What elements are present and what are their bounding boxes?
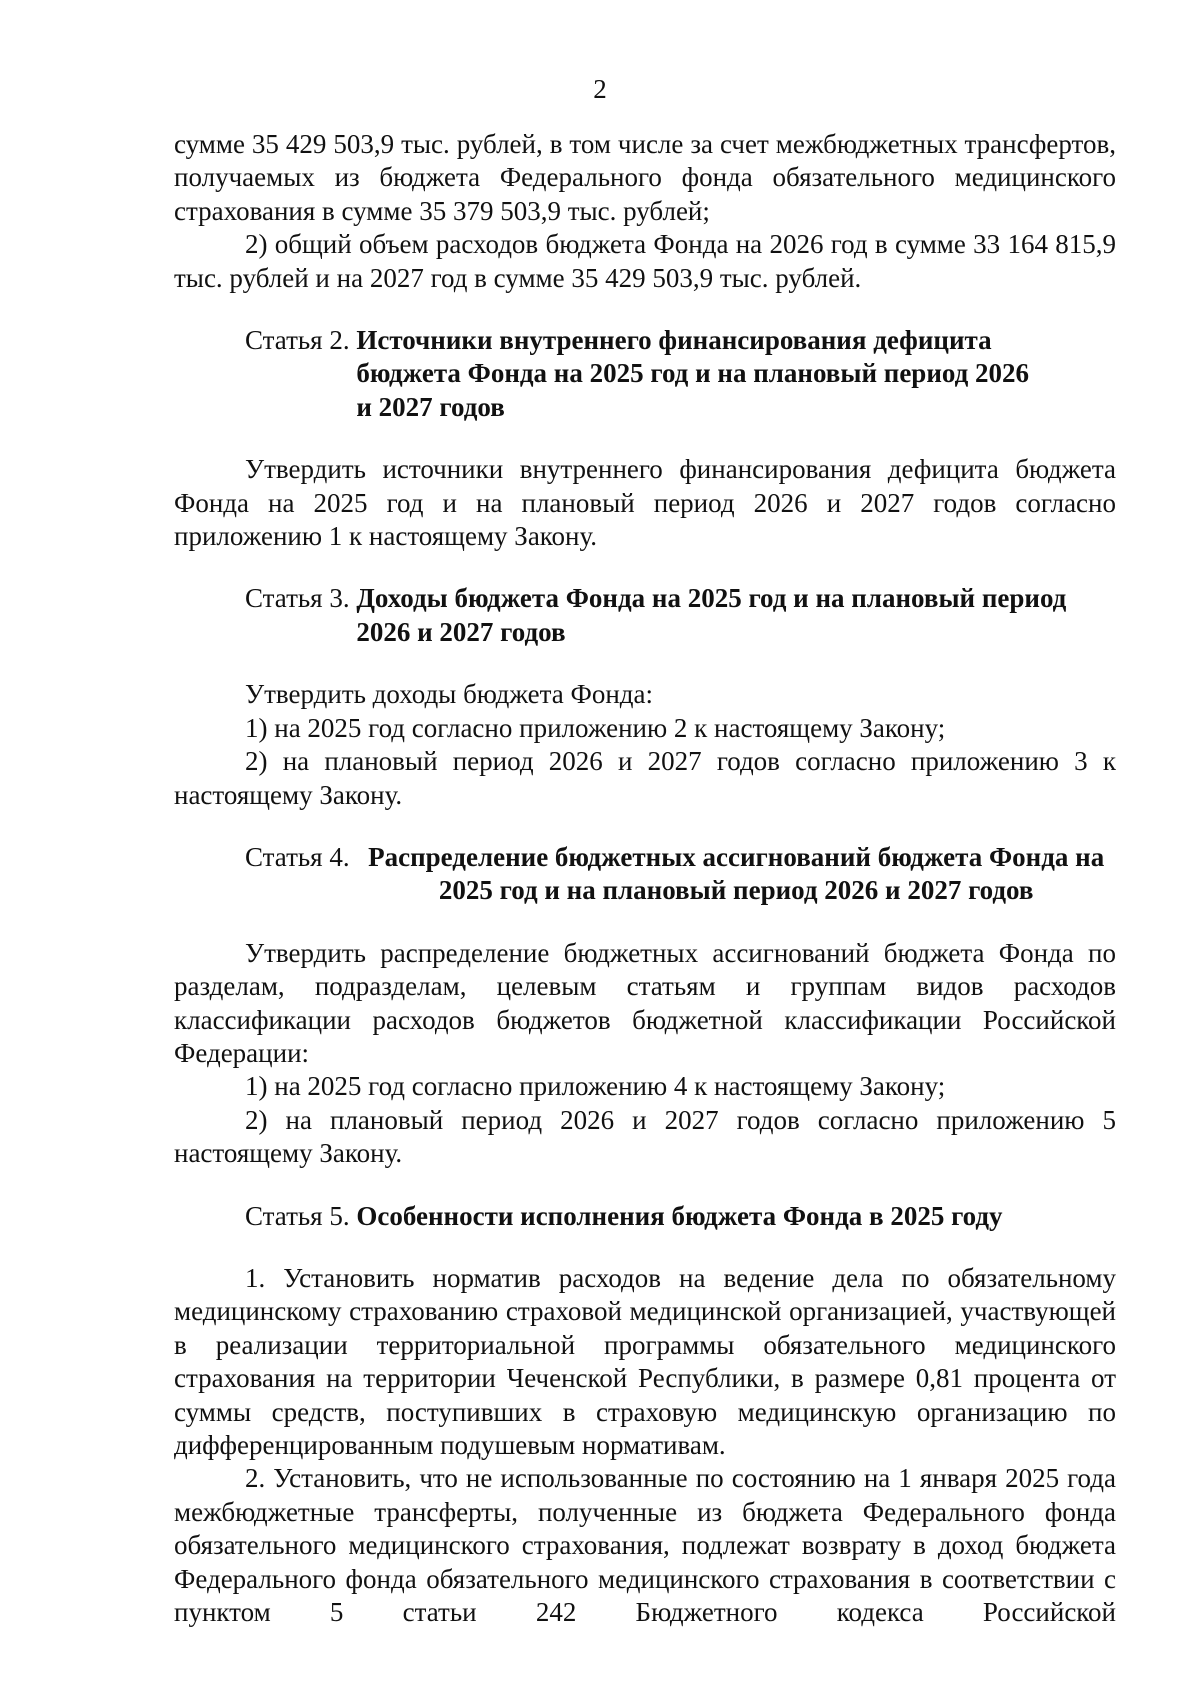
article-3-body-intro: Утвердить доходы бюджета Фонда:: [245, 679, 653, 710]
article-3-heading: [245, 582, 1116, 649]
article-3-body-item-2: 2) на плановый период 2026 и 2027 годов согласно приложению 3 к настоящему Закону.: [174, 746, 1116, 810]
article-4-title: Распределение бюджетных ассигнований бюджета Фонда на 2025 год и на плановый период 2026 и 2027 годов: [368, 841, 1105, 906]
paragraph-continuation: сумме 35 429 503,9 тыс. рублей, в том числе за счет межбюджетных трансфертов, получаемых из бюджета Федерального фонда обязательного медицинского страхования в сумме 35 379 503,9 тыс. рублей;: [174, 129, 1116, 226]
article-3-title: Доходы бюджета Фонда на 2025 год и на плановый период 2026 и 2027 годов: [356, 583, 1067, 647]
paragraph-expenses: 2) общий объем расходов бюджета Фонда на 2026 год в сумме 33 164 815,9 тыс. рублей и на 2027 год в сумме 35 429 503,9 тыс. рублей.: [174, 229, 1116, 293]
document-body: [174, 128, 1116, 1629]
article-4-body-item-1: 1) на 2025 год согласно приложению 4 к настоящему Закону;: [245, 1071, 946, 1102]
article-3-body-item-1: 1) на 2025 год согласно приложению 2 к настоящему Закону;: [245, 712, 946, 743]
article-2-title: Источники внутреннего финансирования дефицита бюджета Фонда на 2025 год и на плановый период 2026 и 2027 годов: [356, 325, 1029, 422]
article-5-label: Статья 5.: [245, 1200, 357, 1231]
article-4-heading: [245, 841, 1116, 908]
article-2-heading: [245, 324, 1116, 424]
article-4-label: Статья 4.: [245, 841, 357, 872]
article-5-clause-2: 2. Установить, что не использованные по состоянию на 1 января 2025 года межбюджетные трансферты, полученные из бюджета Федерального фонда обязательного медицинского страхования, подлежат возврату в доход бюджета Федерального фонда обязательного медицинского страхования в соответствии с пунктом 5 статьи 242 Бюджетного кодекса Российской: [174, 1463, 1116, 1628]
article-2-body: Утвердить источники внутреннего финансирования дефицита бюджета Фонда на 2025 год и на плановый период 2026 и 2027 годов согласно приложению 1 к настоящему Закону.: [174, 454, 1116, 552]
article-5-title: Особенности исполнения бюджета Фонда в 2025 году: [356, 1200, 1003, 1231]
page-number: 2: [593, 74, 607, 104]
article-4-body-intro: Утвердить распределение бюджетных ассигнований бюджета Фонда по разделам, подразделам, целевым статьям и группам видов расходов классификации расходов бюджетов бюджетной классификации Российской Федерации:: [174, 937, 1116, 1068]
article-3-label: Статья 3.: [245, 583, 357, 614]
article-5-clause-1: 1. Установить норматив расходов на ведение дела по обязательному медицинскому страхованию страховой медицинской организацией, участвующей в реализации территориальной программы обязательного медицинского страхования на территории Чеченской Республики, в размере 0,81 процента от суммы средств, поступивших в страховую медицинскую организацию по дифференцированным подушевым нормативам.: [174, 1262, 1116, 1460]
article-4-body-item-2: 2) на плановый период 2026 и 2027 годов согласно приложению 5 настоящему Закону.: [174, 1104, 1116, 1169]
article-2-label: Статья 2.: [245, 325, 357, 356]
article-5-heading: [245, 1200, 1116, 1233]
